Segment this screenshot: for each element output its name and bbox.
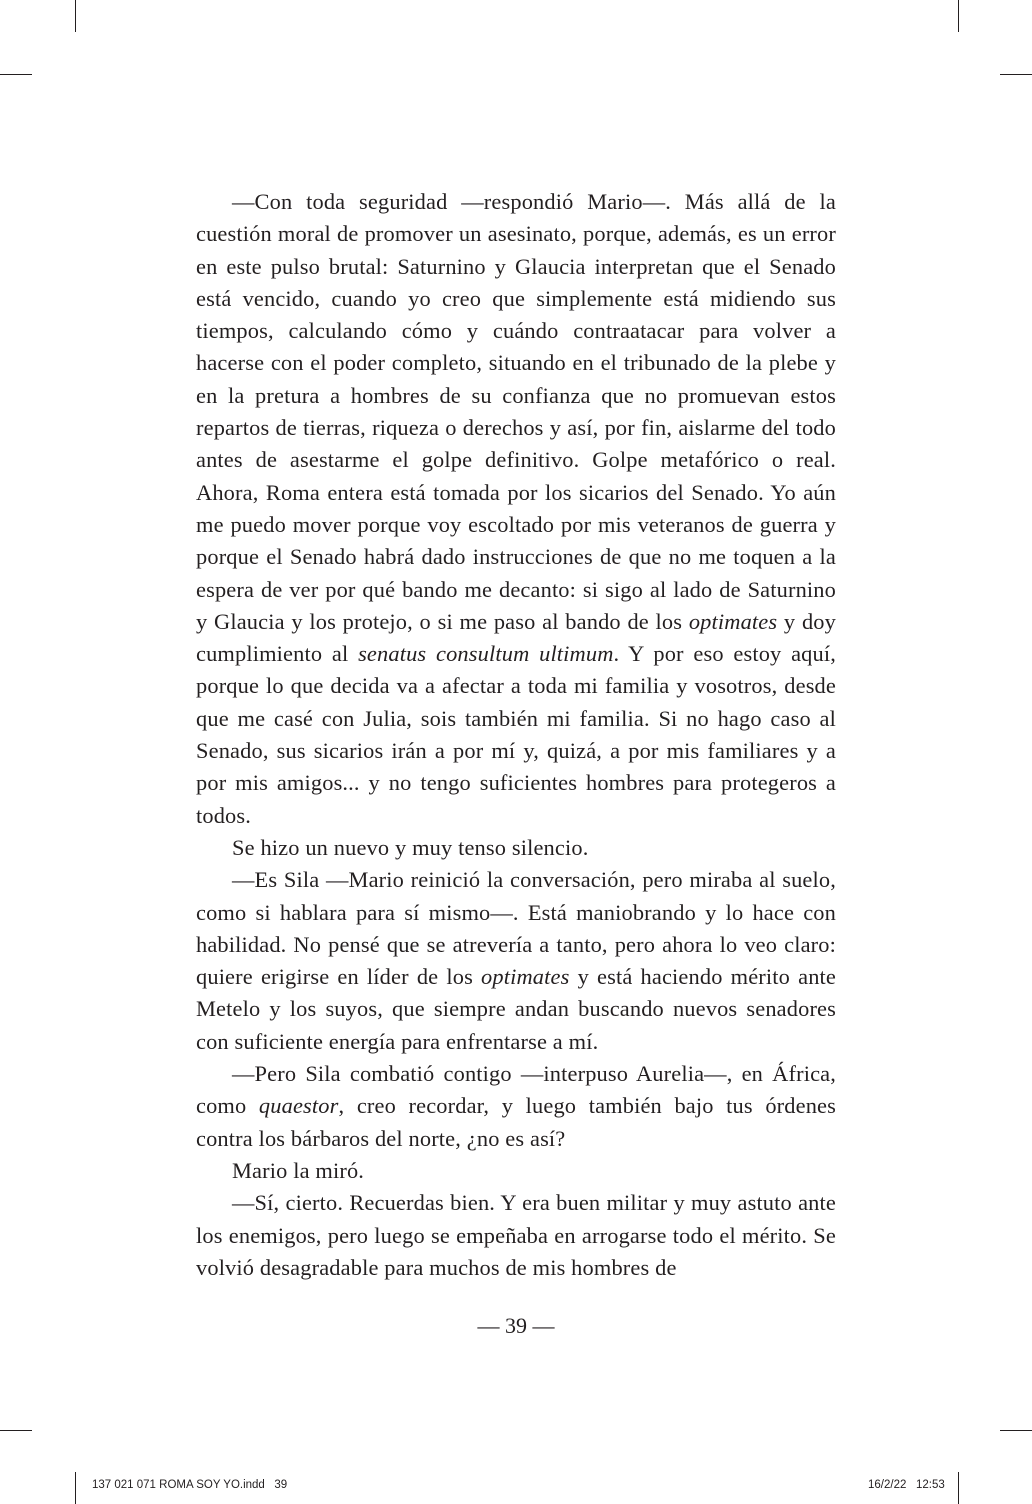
text-run: —Con toda seguridad —respondió Mario—. Más allá de la cuestión moral de promover un asesinato, porque, además, es un error en este pulso brutal: Saturnino y Glaucia interpretan que el Senado está vencido, cuando yo creo que simplemente está midiendo sus tiempos, calculando cómo y cuándo contraatacar para volver a hacerse con el poder completo, situando en el tribunado de la plebe y en la pretura a hombres de su confianza que no promuevan estos repartos de tierras, riqueza o derechos y así, por fin, aislarme del todo antes de asestarme el golpe definitivo. Golpe metafórico o real. Ahora, Roma entera está tomada por los sicarios del Senado. Yo aún me puedo mover porque voy escoltado por mis veteranos de guerra y porque el Senado habrá dado instrucciones de que no me toquen a la espera de ver por qué bando me decanto: si sigo al lado de Saturnino y Glaucia y los protejo, o si me paso al bando de los [196, 189, 836, 634]
text-run: . Y por eso estoy aquí, porque lo que decida va a afectar a toda mi familia y vosotros, desde que me casé con Julia, sois también mi familia. Si no hago caso al Senado, sus sicarios irán a por mí y, quizá, a por mis familiares y a por mis amigos... y no tengo suficientes hombres para protegeros a todos. [196, 641, 836, 828]
crop-mark-bottom-right [958, 1472, 959, 1504]
paragraph [196, 1058, 836, 1155]
body-text [196, 186, 836, 1284]
crop-mark-top-left [75, 0, 76, 32]
text-run: —Es Sila —Mario reinició la conversación, pero miraba al suelo, como si hablara para sí mismo—. Está maniobrando y lo hace con habilidad. No pensé que se atrevería a tanto, pero ahora lo veo claro: quiere erigirse en líder de los [196, 867, 836, 990]
crop-mark-right-bottom [1000, 1430, 1032, 1431]
text-run: Se hizo un nuevo y muy tenso silencio. [232, 834, 589, 860]
italic-term: senatus consultum ultimum [358, 641, 614, 667]
paragraph [196, 186, 836, 832]
page-number: — 39 — [477, 1313, 555, 1338]
paragraph [196, 832, 836, 864]
paragraph [196, 864, 836, 1058]
crop-mark-left-top [0, 74, 32, 75]
text-run: y doy cumplimiento al [196, 608, 836, 667]
text-run: y está haciendo mérito ante Metelo y los suyos, que siempre andan buscando nuevos senadores con suficiente energía para enfrentarse a mí. [196, 964, 837, 1054]
text-run: —Sí, cierto. Recuerdas bien. Y era buen militar y muy astuto ante los enemigos, pero luego se empeñaba en arrogarse todo el mérito. Se volvió desagradable para muchos de mis hombres de [196, 1190, 836, 1280]
italic-term: optimates [688, 608, 778, 634]
italic-term: quaestor [258, 1093, 339, 1119]
crop-mark-top-right [958, 0, 959, 32]
crop-mark-bottom-left [75, 1472, 76, 1504]
slug-filename: 137 021 071 ROMA SOY YO.indd 39 [92, 1479, 288, 1491]
paragraph [196, 1155, 836, 1187]
text-run: Mario la miró. [232, 1157, 365, 1183]
crop-mark-left-bottom [0, 1430, 32, 1431]
text-run: , creo recordar, y luego también bajo tus órdenes contra los bárbaros del norte, ¿no es así? [196, 1093, 837, 1151]
italic-term: optimates [481, 964, 570, 990]
crop-mark-right-top [1000, 74, 1032, 75]
paragraph [196, 1187, 836, 1284]
slug-timestamp: 16/2/22 12:53 [868, 1479, 945, 1491]
text-run: —Pero Sila combatió contigo —interpuso Aurelia—, en África, como [196, 1061, 836, 1119]
